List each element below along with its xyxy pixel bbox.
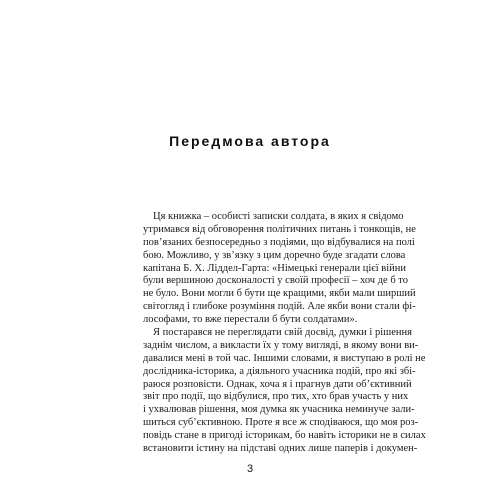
- text-line: встановити істину на підставі одних лише паперів і докумен-: [143, 443, 418, 455]
- text-line: капітана Б. Х. Ліддел-Гарта: «Німецькі генерали цієї війни: [143, 262, 407, 274]
- text-line: заднім числом, а викласти їх у тому вигляді, в якому вони ви-: [143, 339, 419, 351]
- body-text: [143, 211, 426, 456]
- text-line: Ця книжка – особисті записки солдата, в яких я свідомо: [153, 211, 404, 222]
- text-line: були вершиною досконалості у своїй професії – хоч де б то: [143, 275, 409, 287]
- text-line: дослідника-історика, а діяльного учасника подій, про які збі-: [143, 365, 416, 377]
- text-line: бою. Можливо, у зв’язку з цим доречно буде згадати слова: [143, 249, 406, 261]
- text-line: пов’язаних безпосередньо з подіями, що відбувалися на полі: [143, 236, 415, 248]
- text-line: шиться суб’єктивною. Проте я все ж сподіваюся, що моя роз-: [143, 417, 419, 429]
- text-line: повідь стане в пригоді історикам, бо навіть історики не в силах: [143, 430, 426, 442]
- paragraph-2: [143, 327, 426, 456]
- text-line: раюся розповісти. Однак, хоча я і прагнув дати об’єктивний: [143, 378, 412, 390]
- chapter-title: Передмова автора: [169, 133, 331, 149]
- text-line: не було. Вони могли б бути ще кращими, якби мали ширший: [143, 288, 416, 300]
- page-number: 3: [246, 463, 254, 475]
- text-line: звіт про події, що відбулися, про тих, хто брав участь у них: [143, 391, 409, 403]
- text-line: давалися мені в той час. Іншими словами, я виступаю в ролі не: [143, 352, 426, 364]
- text-line: утримався від обговорення політичних питань і тонкощів, не: [143, 223, 416, 235]
- text-line: світогляд і глибоке розуміння подій. Але якби вони стали фі-: [143, 301, 416, 313]
- text-line: лософами, то вже перестали б бути солдатами».: [143, 314, 358, 326]
- text-line: Я постарався не переглядати свій досвід, думки і рішення: [153, 327, 412, 339]
- paragraph-1: [143, 211, 416, 327]
- text-line: і ухвалював рішення, моя думка як учасника неминуче зали-: [143, 404, 415, 416]
